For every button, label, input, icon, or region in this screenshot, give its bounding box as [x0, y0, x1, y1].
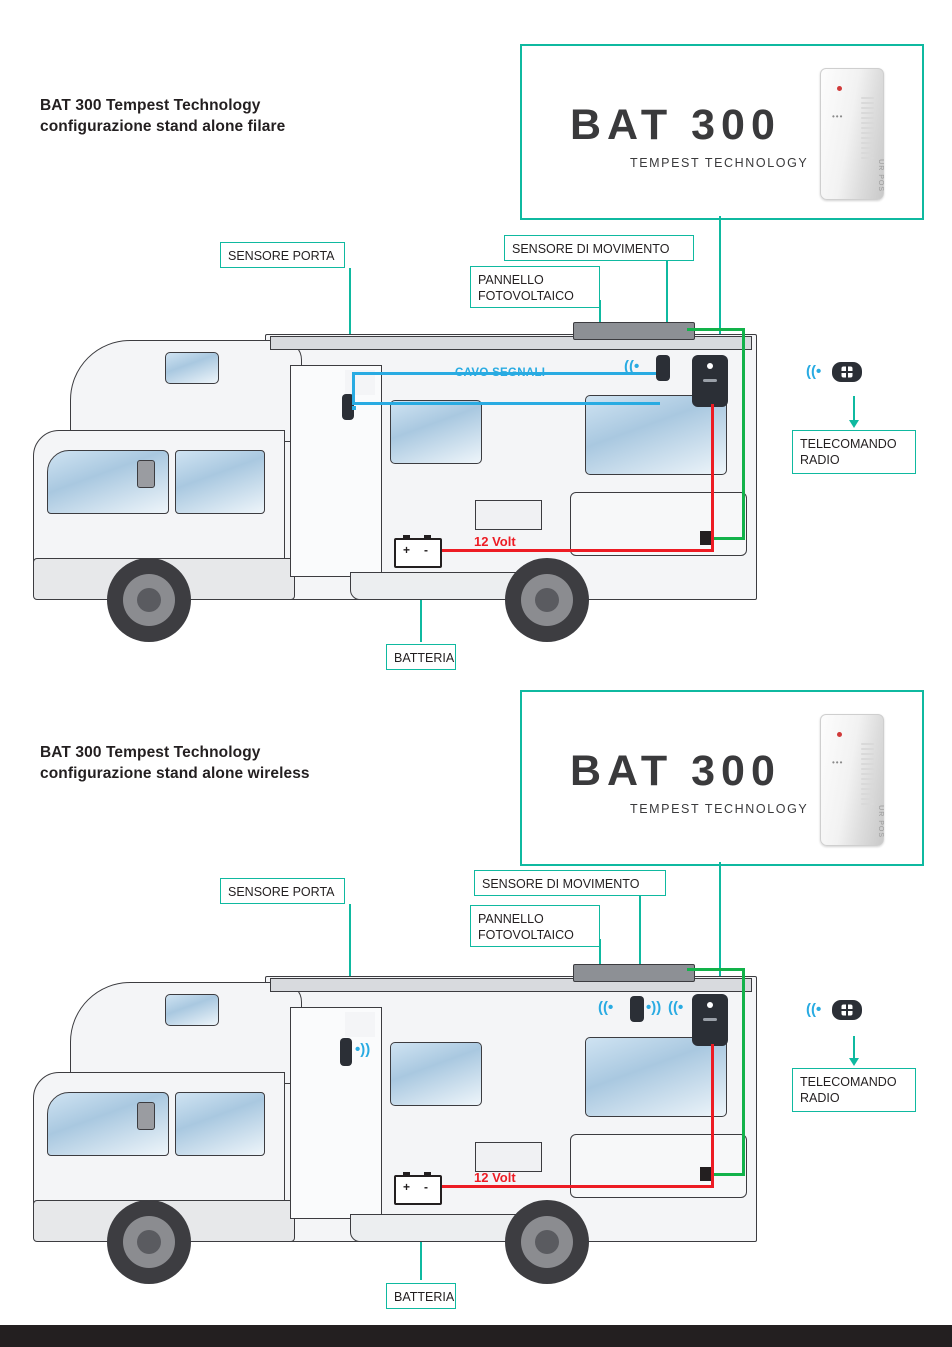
radio-remote-device	[832, 362, 862, 382]
luton-window	[165, 352, 219, 384]
motorhome-illustration-wired	[25, 310, 765, 620]
battery-minus: -	[424, 1180, 428, 1194]
label-pannello-fotovoltaico	[470, 905, 600, 947]
product-name: BAT 300	[570, 101, 781, 149]
product-subtitle: TEMPEST TECHNOLOGY	[630, 156, 809, 170]
body-window-large	[585, 395, 727, 475]
label-pannello-line2: FOTOVOLTAICO	[478, 928, 574, 942]
label-sensore-movimento: SENSORE DI MOVIMENTO	[504, 235, 694, 261]
green-wire-top	[687, 328, 745, 331]
label-sensore-porta: SENSORE PORTA	[220, 242, 345, 268]
cable-signal-horizontal	[352, 402, 660, 405]
body-window-small	[390, 400, 482, 464]
battery-icon	[394, 538, 442, 568]
cable-node	[352, 406, 356, 410]
rear-wheel	[505, 1200, 589, 1284]
habitation-door	[290, 1007, 382, 1219]
main-unit-rx-icon: ((•	[668, 999, 684, 1016]
battery-icon	[394, 1175, 442, 1205]
bat300-device-image	[820, 714, 882, 844]
body-window-large	[585, 1037, 727, 1117]
device-brand-label: UR POS	[877, 159, 884, 192]
side-mirror	[137, 1102, 155, 1130]
device-led-icon	[837, 86, 842, 91]
bat300-main-unit	[692, 994, 728, 1046]
door-sensor-wave-icon: •))	[355, 1041, 371, 1058]
device-vents	[861, 97, 874, 169]
product-box-wireless	[520, 690, 924, 866]
radio-remote-device	[832, 1000, 862, 1020]
label-sensore-porta: SENSORE PORTA	[220, 878, 345, 904]
label-telecomando-line1: TELECOMANDO	[800, 437, 897, 451]
label-telecomando-radio	[792, 1068, 916, 1112]
heading-line-2: configurazione stand alone wireless	[40, 765, 310, 783]
label-pannello-line1: PANNELLO	[478, 912, 544, 926]
device-vents	[861, 743, 874, 815]
product-name: BAT 300	[570, 747, 781, 795]
connector-remote	[853, 1036, 855, 1060]
red-wire-horizontal	[436, 1185, 714, 1188]
vent-grille	[475, 1142, 542, 1172]
motion-sensor-device	[656, 355, 670, 381]
product-box-wired	[520, 44, 924, 220]
battery-plus: +	[403, 1180, 411, 1194]
arrow-remote	[849, 1058, 859, 1066]
side-mirror	[137, 460, 155, 488]
remote-wave-icon: ((•	[806, 363, 822, 380]
red-wire-horizontal	[436, 549, 714, 552]
cab-door-window	[175, 1092, 265, 1156]
battery-plus: +	[403, 543, 411, 557]
body-window-small	[390, 1042, 482, 1106]
product-subtitle: TEMPEST TECHNOLOGY	[630, 802, 809, 816]
cable-signal-label: CAVO SEGNALI	[455, 367, 546, 379]
motion-sensor-tx-icon: •))	[646, 999, 662, 1016]
green-wire-top	[687, 968, 745, 971]
label-batteria: BATTERIA	[386, 1283, 456, 1309]
door-top-trim	[345, 1012, 375, 1037]
label-telecomando-line2: RADIO	[800, 453, 840, 467]
habitation-door	[290, 365, 382, 577]
label-telecomando-line1: TELECOMANDO	[800, 1075, 897, 1089]
heading-line-2: configurazione stand alone filare	[40, 118, 286, 136]
diagram-section-wired	[0, 10, 952, 670]
voltage-label: 12 Volt	[474, 1170, 516, 1185]
rear-wheel	[505, 558, 589, 642]
voltage-label: 12 Volt	[474, 534, 516, 549]
service-hatch	[570, 1134, 747, 1198]
footer-bar	[0, 1325, 952, 1347]
luton-window	[165, 994, 219, 1026]
pv-panel	[573, 964, 695, 982]
heading-line-1: BAT 300 Tempest Technology	[40, 744, 261, 761]
pv-panel	[573, 322, 695, 340]
arrow-remote	[849, 420, 859, 428]
label-pannello-line1: PANNELLO	[478, 273, 544, 287]
label-batteria: BATTERIA	[386, 644, 456, 670]
door-sensor-device	[340, 1038, 352, 1066]
green-wire-right	[742, 968, 745, 1176]
motion-sensor-device	[630, 996, 644, 1022]
remote-wave-icon: ((•	[806, 1001, 822, 1018]
service-hatch	[570, 492, 747, 556]
vent-grille	[475, 500, 542, 530]
front-wheel	[107, 558, 191, 642]
motion-sensor-wave-icon: ((•	[624, 358, 640, 375]
label-telecomando-line2: RADIO	[800, 1091, 840, 1105]
front-wheel	[107, 1200, 191, 1284]
device-led-icon	[837, 732, 842, 737]
bat300-device-image	[820, 68, 882, 198]
label-pannello-fotovoltaico	[470, 266, 600, 308]
device-dots-icon: •••	[832, 758, 844, 767]
device-brand-label: UR POS	[877, 805, 884, 838]
battery-minus: -	[424, 543, 428, 557]
label-telecomando-radio	[792, 430, 916, 474]
cab-door-window	[175, 450, 265, 514]
bat300-main-unit	[692, 355, 728, 407]
heading-line-1: BAT 300 Tempest Technology	[40, 97, 261, 114]
red-wire-vertical	[711, 1044, 714, 1188]
section-heading-wireless	[40, 742, 310, 785]
cable-signal-vertical-left	[352, 372, 355, 405]
label-sensore-movimento: SENSORE DI MOVIMENTO	[474, 870, 666, 896]
motion-sensor-wave-icon: ((•	[598, 999, 614, 1016]
diagram-section-wireless	[0, 670, 952, 1330]
green-wire-right	[742, 328, 745, 540]
red-wire-vertical	[711, 404, 714, 552]
device-dots-icon: •••	[832, 112, 844, 121]
connector-remote	[853, 396, 855, 422]
section-heading-wired	[40, 95, 285, 138]
label-pannello-line2: FOTOVOLTAICO	[478, 289, 574, 303]
